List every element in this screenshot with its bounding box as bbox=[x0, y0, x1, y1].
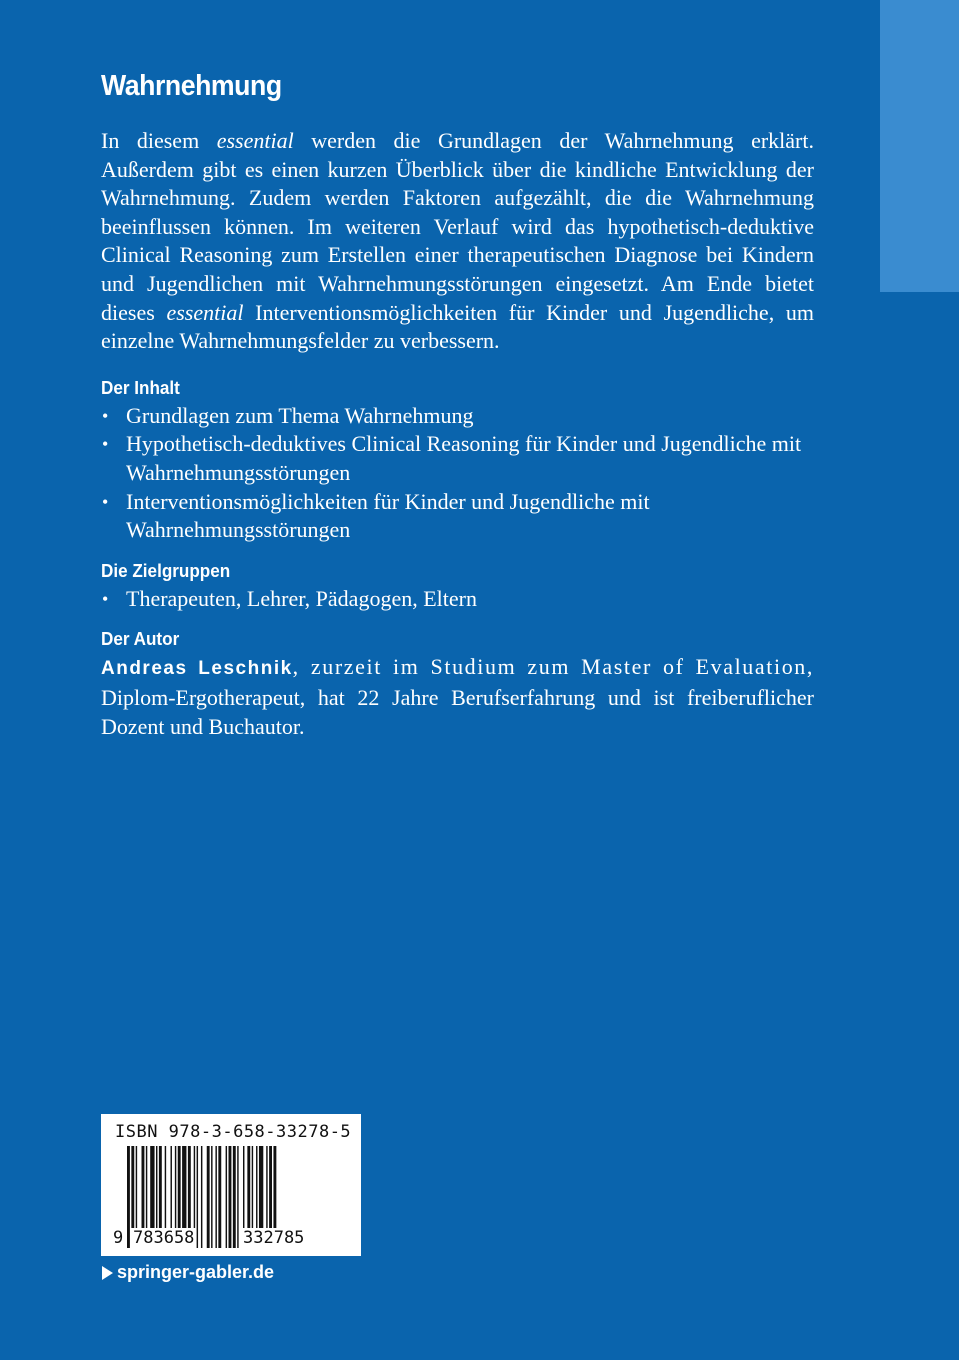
barcode-bar bbox=[211, 1146, 212, 1248]
list-item: • Therapeuten, Lehrer, Pädagogen, Eltern bbox=[101, 585, 814, 614]
barcode-bar bbox=[226, 1146, 227, 1248]
inhalt-heading: Der Inhalt bbox=[101, 377, 180, 398]
list-item: • Hypothetisch-deduktives Clinical Reasoning für Kinder und Jugendliche mit Wahrnehmungsstörungen bbox=[101, 430, 814, 487]
isbn-barcode bbox=[101, 1114, 361, 1256]
barcode-digit-group-1: 783658 bbox=[133, 1228, 195, 1248]
intro-essential-1: essential bbox=[216, 128, 294, 153]
list-item: • Interventionsmöglichkeiten für Kinder und Jugendliche mit Wahrnehmungsstörungen bbox=[101, 488, 814, 545]
inhalt-list bbox=[101, 402, 814, 545]
barcode-bar bbox=[215, 1146, 216, 1248]
back-cover-text bbox=[101, 70, 814, 741]
intro-text-3: Interventionsmöglichkeiten für Kinder und Jugendliche, um einzelne Wahrnehmungsfelder zu verbessern. bbox=[101, 299, 815, 354]
website-url[interactable]: springer-gabler.de bbox=[117, 1262, 275, 1282]
barcode-bar bbox=[207, 1146, 210, 1248]
play-arrow-icon bbox=[102, 1266, 113, 1280]
intro-paragraph bbox=[101, 127, 814, 356]
barcode-bar bbox=[218, 1146, 221, 1248]
side-color-tab bbox=[880, 0, 959, 292]
intro-text-1: In diesem bbox=[101, 128, 217, 153]
author-paragraph bbox=[101, 653, 814, 741]
zielgruppen-heading: Die Zielgruppen bbox=[101, 560, 231, 581]
barcode-bar bbox=[237, 1146, 238, 1248]
barcode-digit-lead: 9 bbox=[113, 1228, 124, 1248]
zielgruppen-list bbox=[101, 585, 814, 614]
intro-text-2: werden die Grundlagen der Wahrnehmung erklärt. Außerdem gibt es einen kurzen Überblick über die kindliche Entwicklung der Wahrnehmung. Zudem werden Faktoren aufgezählt, die die Wahrnehmung beeinflussen können. Im weiteren Verlauf wird das hypothetisch-deduktive Clinical Reasoning zum Erstellen einer therapeutischen Diagnose bei Kindern und Jugendlichen mit Wahrnehmungsstörungen eingesetzt. Am Ende bietet dieses bbox=[101, 128, 814, 325]
barcode-bar bbox=[127, 1146, 130, 1248]
autor-heading: Der Autor bbox=[101, 629, 180, 650]
intro-essential-2: essential bbox=[166, 299, 244, 325]
list-item: • Grundlagen zum Thema Wahrnehmung bbox=[101, 402, 814, 431]
barcode-digit-group-2: 332785 bbox=[243, 1228, 305, 1248]
barcode-bar bbox=[201, 1146, 202, 1248]
barcode-bar bbox=[229, 1146, 232, 1248]
barcode-bar bbox=[197, 1146, 198, 1248]
author-line1: , zurzeit im Studium zum Master of Evaluation, bbox=[292, 654, 814, 680]
barcode-bar bbox=[233, 1146, 236, 1248]
publisher-website[interactable] bbox=[102, 1262, 274, 1283]
author-rest: Diplom-Ergotherapeut, hat 22 Jahre Berufserfahrung und ist freiberuflicher Dozent und Buchautor. bbox=[101, 684, 814, 739]
book-title: Wahrnehmung bbox=[101, 70, 282, 102]
author-name: Andreas Leschnik bbox=[101, 658, 293, 680]
isbn-number: ISBN 978-3-658-33278-5 bbox=[115, 1122, 352, 1142]
